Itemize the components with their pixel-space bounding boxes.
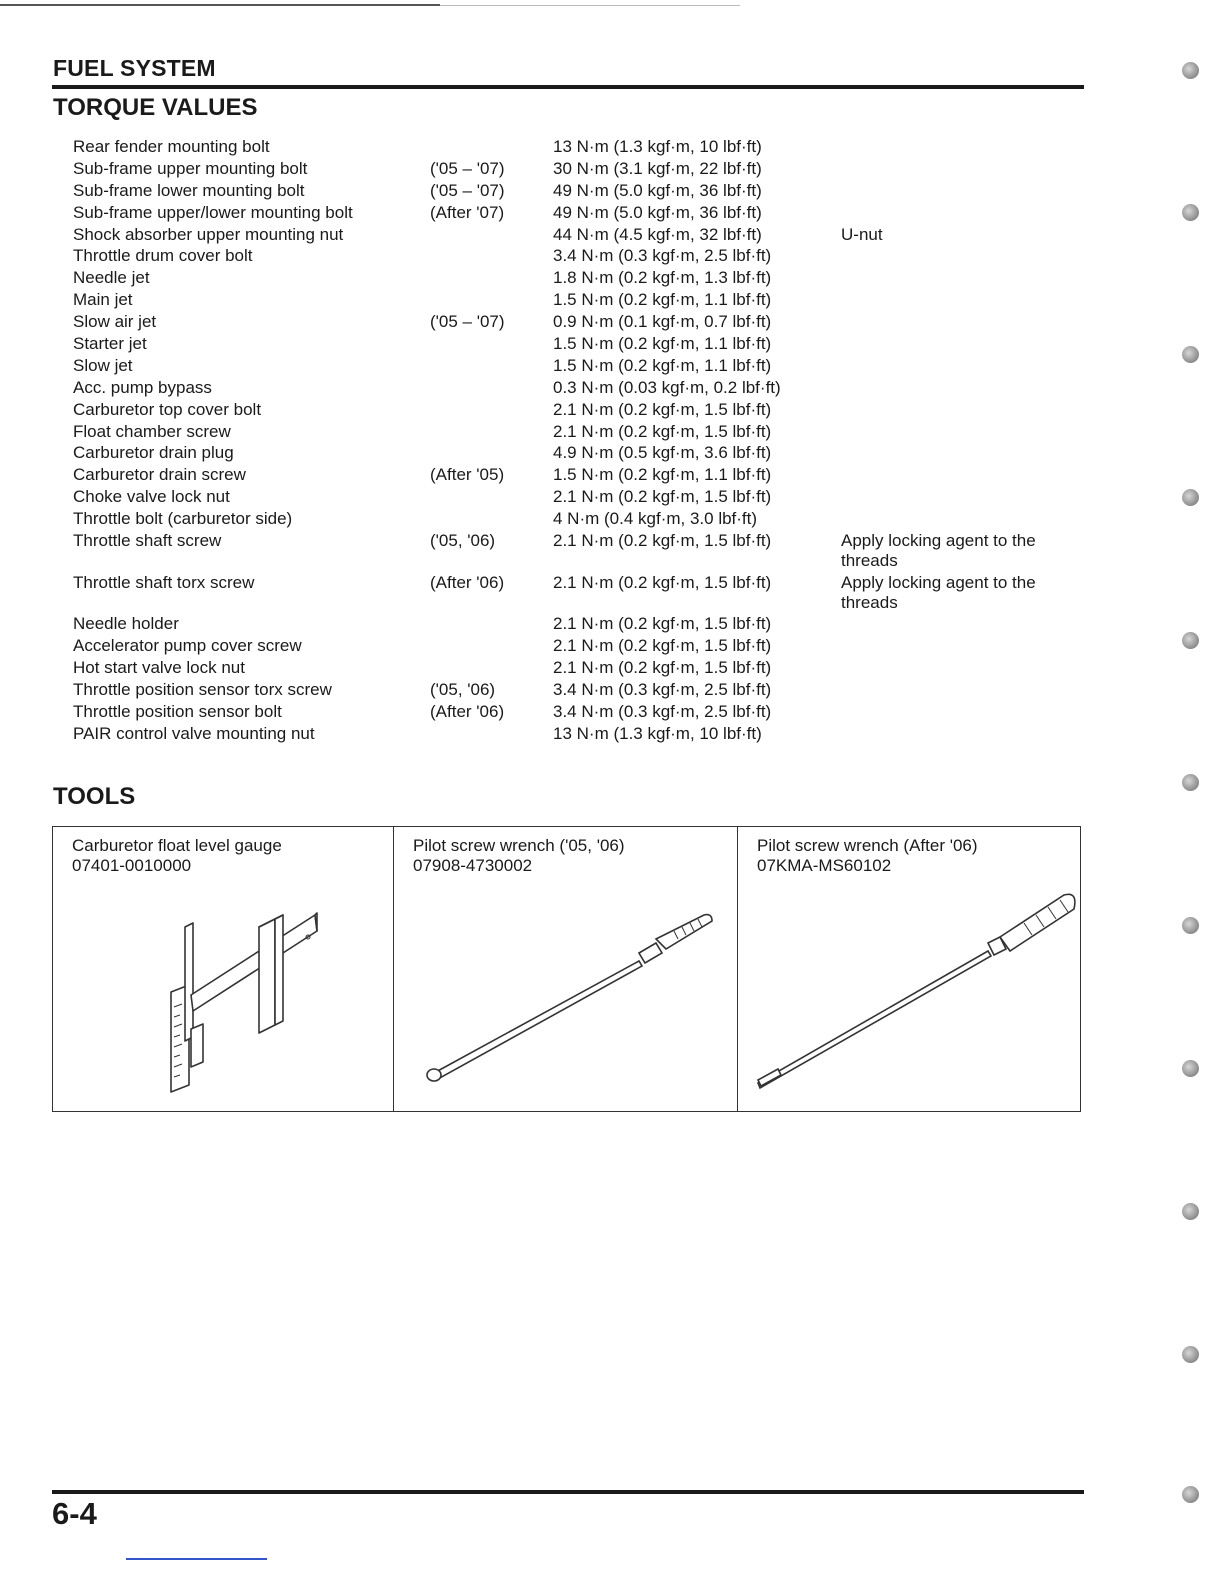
table-row: [73, 613, 1083, 635]
table-row: [73, 289, 1083, 311]
table-row: [73, 723, 1083, 745]
torque-item: Throttle position sensor bolt: [73, 701, 282, 721]
torque-item: Throttle shaft torx screw: [73, 572, 255, 592]
table-row: [73, 530, 1083, 572]
tool-cell-pilot-wrench-05-06: [393, 827, 737, 1111]
torque-value: 30 N·m (3.1 kgf·m, 22 lbf·ft): [553, 158, 762, 178]
table-row: [73, 464, 1083, 486]
torque-item: Slow air jet: [73, 312, 157, 332]
table-row: [73, 679, 1083, 701]
table-row: [73, 136, 1083, 158]
pilot-screw-wrench-long-icon: [738, 827, 1081, 1111]
table-row: [73, 486, 1083, 508]
torque-remark: Apply locking agent to the threads: [841, 531, 1036, 571]
torque-item: Carburetor top cover bolt: [73, 399, 262, 419]
top-scan-rule-faint: [440, 5, 740, 6]
table-row: [73, 224, 1083, 246]
torque-item: Acc. pump bypass: [73, 377, 212, 397]
torque-model: ('05 – '07): [430, 180, 505, 200]
torque-item: Hot start valve lock nut: [73, 658, 245, 678]
torque-value: 2.1 N·m (0.2 kgf·m, 1.5 lbf·ft): [553, 399, 772, 419]
torque-value: 2.1 N·m (0.2 kgf·m, 1.5 lbf·ft): [553, 658, 772, 678]
table-row: [73, 701, 1083, 723]
torque-item: Throttle bolt (carburetor side): [73, 509, 293, 529]
torque-item: Sub-frame upper/lower mounting bolt: [73, 202, 353, 222]
torque-value: 2.1 N·m (0.2 kgf·m, 1.5 lbf·ft): [553, 487, 772, 507]
torque-model: (After '06): [430, 701, 505, 721]
torque-remark: Apply locking agent to the threads: [841, 572, 1036, 612]
tool-part-number: 07908-4730002: [413, 856, 533, 875]
top-scan-rule: [0, 4, 440, 6]
torque-item: Main jet: [73, 290, 133, 310]
torque-value: 2.1 N·m (0.2 kgf·m, 1.5 lbf·ft): [553, 531, 772, 551]
torque-value: 49 N·m (5.0 kgf·m, 36 lbf·ft): [553, 202, 762, 222]
torque-item: Shock absorber upper mounting nut: [73, 224, 344, 244]
binder-hole-icon: [1182, 204, 1199, 221]
section-divider: [52, 85, 1084, 89]
table-row: [73, 267, 1083, 289]
torque-value: 2.1 N·m (0.2 kgf·m, 1.5 lbf·ft): [553, 614, 772, 634]
table-row: [73, 377, 1083, 399]
torque-value: 0.9 N·m (0.1 kgf·m, 0.7 lbf·ft): [553, 312, 772, 332]
torque-item: Accelerator pump cover screw: [73, 636, 302, 656]
tools-heading: TOOLS: [53, 783, 136, 810]
table-row: [73, 421, 1083, 443]
tool-name: Carburetor float level gauge: [72, 836, 282, 855]
binder-hole-icon: [1182, 1346, 1199, 1363]
torque-item: Slow jet: [73, 355, 133, 375]
binder-hole-icon: [1182, 917, 1199, 934]
table-row: [73, 158, 1083, 180]
torque-value: 13 N·m (1.3 kgf·m, 10 lbf·ft): [553, 137, 762, 156]
torque-value: 49 N·m (5.0 kgf·m, 36 lbf·ft): [553, 180, 762, 200]
torque-item: Starter jet: [73, 334, 147, 354]
binder-hole-icon: [1182, 632, 1199, 649]
torque-item: Carburetor drain screw: [73, 465, 246, 485]
torque-value: 3.4 N·m (0.3 kgf·m, 2.5 lbf·ft): [553, 680, 772, 700]
tool-cell-pilot-wrench-after-06: [737, 827, 1080, 1111]
torque-item: Needle jet: [73, 268, 150, 288]
binder-hole-icon: [1182, 1060, 1199, 1077]
torque-value: 44 N·m (4.5 kgf·m, 32 lbf·ft): [553, 224, 762, 244]
page-number: 6-4: [52, 1496, 97, 1531]
torque-model: (After '05): [430, 465, 505, 485]
pilot-screw-wrench-icon: [394, 827, 738, 1111]
torque-item: Sub-frame lower mounting bolt: [73, 180, 305, 200]
footer-divider: [52, 1490, 1084, 1494]
torque-value: 3.4 N·m (0.3 kgf·m, 2.5 lbf·ft): [553, 246, 772, 266]
torque-item: Throttle shaft screw: [73, 531, 222, 551]
torque-item: Carburetor drain plug: [73, 443, 234, 463]
torque-value: 1.5 N·m (0.2 kgf·m, 1.1 lbf·ft): [553, 355, 772, 375]
torque-model: ('05 – '07): [430, 312, 505, 332]
torque-value: 4 N·m (0.4 kgf·m, 3.0 lbf·ft): [553, 509, 758, 529]
binder-hole-icon: [1182, 62, 1199, 79]
torque-value: 0.3 N·m (0.03 kgf·m, 0.2 lbf·ft): [553, 377, 781, 397]
table-row: [73, 311, 1083, 333]
torque-value: 4.9 N·m (0.5 kgf·m, 3.6 lbf·ft): [553, 443, 772, 463]
table-row: [73, 180, 1083, 202]
torque-value: 2.1 N·m (0.2 kgf·m, 1.5 lbf·ft): [553, 636, 772, 656]
footer-blue-mark: [126, 1558, 267, 1560]
table-row: [73, 442, 1083, 464]
section-title: FUEL SYSTEM: [53, 55, 216, 81]
binder-hole-icon: [1182, 1203, 1199, 1220]
table-row: [73, 572, 1083, 614]
torque-item: Throttle position sensor torx screw: [73, 680, 332, 700]
binder-hole-icon: [1182, 774, 1199, 791]
torque-item: PAIR control valve mounting nut: [73, 723, 315, 743]
float-level-gauge-icon: [53, 827, 393, 1111]
torque-item: Needle holder: [73, 614, 179, 634]
torque-table: [73, 136, 1083, 745]
tool-name: Pilot screw wrench (After '06): [757, 836, 978, 855]
tool-name: Pilot screw wrench ('05, '06): [413, 836, 625, 855]
torque-value: 1.5 N·m (0.2 kgf·m, 1.1 lbf·ft): [553, 334, 772, 354]
binder-hole-icon: [1182, 1486, 1199, 1503]
torque-value: 13 N·m (1.3 kgf·m, 10 lbf·ft): [553, 723, 762, 743]
binder-hole-icon: [1182, 346, 1199, 363]
binder-hole-icon: [1182, 489, 1199, 506]
table-row: [73, 508, 1083, 530]
tool-cell-float-gauge: [53, 827, 393, 1111]
table-row: [73, 635, 1083, 657]
torque-item: Choke valve lock nut: [73, 487, 230, 507]
torque-model: (After '06): [430, 572, 505, 592]
torque-value: 3.4 N·m (0.3 kgf·m, 2.5 lbf·ft): [553, 701, 772, 721]
table-row: [73, 399, 1083, 421]
torque-value: 1.5 N·m (0.2 kgf·m, 1.1 lbf·ft): [553, 465, 772, 485]
torque-values-heading: TORQUE VALUES: [53, 94, 258, 121]
torque-value: 1.5 N·m (0.2 kgf·m, 1.1 lbf·ft): [553, 290, 772, 310]
table-row: [73, 245, 1083, 267]
torque-model: ('05, '06): [430, 531, 496, 551]
torque-model: ('05, '06): [430, 680, 496, 700]
tool-part-number: 07401-0010000: [72, 856, 192, 875]
torque-item: Rear fender mounting bolt: [73, 137, 270, 156]
torque-model: ('05 – '07): [430, 158, 505, 178]
table-row: [73, 355, 1083, 377]
torque-item: Sub-frame upper mounting bolt: [73, 158, 308, 178]
table-row: [73, 202, 1083, 224]
tools-table: [52, 826, 1081, 1112]
table-row: [73, 657, 1083, 679]
tool-part-number: 07KMA-MS60102: [757, 856, 892, 875]
torque-item: Float chamber screw: [73, 421, 231, 441]
torque-value: 1.8 N·m (0.2 kgf·m, 1.3 lbf·ft): [553, 268, 772, 288]
torque-value: 2.1 N·m (0.2 kgf·m, 1.5 lbf·ft): [553, 572, 772, 592]
table-row: [73, 333, 1083, 355]
torque-remark: U-nut: [841, 224, 883, 244]
torque-model: (After '07): [430, 202, 505, 222]
torque-value: 2.1 N·m (0.2 kgf·m, 1.5 lbf·ft): [553, 421, 772, 441]
torque-item: Throttle drum cover bolt: [73, 246, 253, 266]
